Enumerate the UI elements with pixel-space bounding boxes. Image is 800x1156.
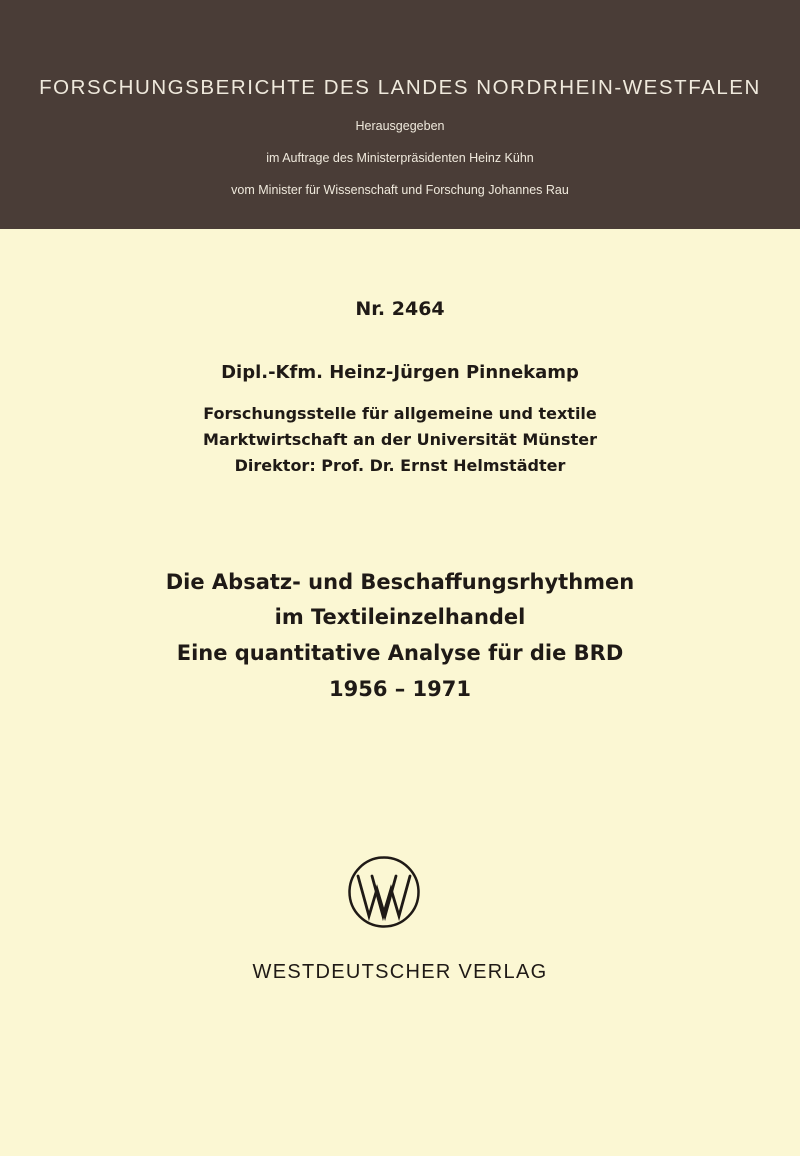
commissioner-line: im Auftrage des Ministerpräsidenten Heinz Kühn — [266, 151, 534, 165]
publisher-logo-icon — [347, 855, 421, 929]
editor-label: Herausgegeben — [355, 119, 445, 133]
book-title-line: Eine quantitative Analyse für die BRD — [176, 641, 624, 665]
book-title-line: Die Absatz- und Beschaffungsrhythmen — [165, 570, 635, 594]
book-title-line: im Textileinzelhandel — [274, 605, 526, 629]
author-name: Dipl.-Kfm. Heinz-Jürgen Pinnekamp — [221, 362, 579, 383]
publisher-name: WESTDEUTSCHER VERLAG — [252, 961, 548, 983]
report-number: Nr. 2464 — [355, 298, 445, 320]
series-title: FORSCHUNGSBERICHTE DES LANDES NORDRHEIN-WESTFALEN — [39, 76, 761, 99]
affiliation-line: Marktwirtschaft an der Universität Münster — [203, 430, 597, 449]
book-title-line: 1956 – 1971 — [328, 677, 472, 701]
minister-line: vom Minister für Wissenschaft und Forschung Johannes Rau — [231, 183, 569, 197]
header-band — [0, 0, 800, 229]
affiliation-line: Direktor: Prof. Dr. Ernst Helmstädter — [234, 456, 566, 475]
affiliation-line: Forschungsstelle für allgemeine und textile — [203, 404, 597, 423]
